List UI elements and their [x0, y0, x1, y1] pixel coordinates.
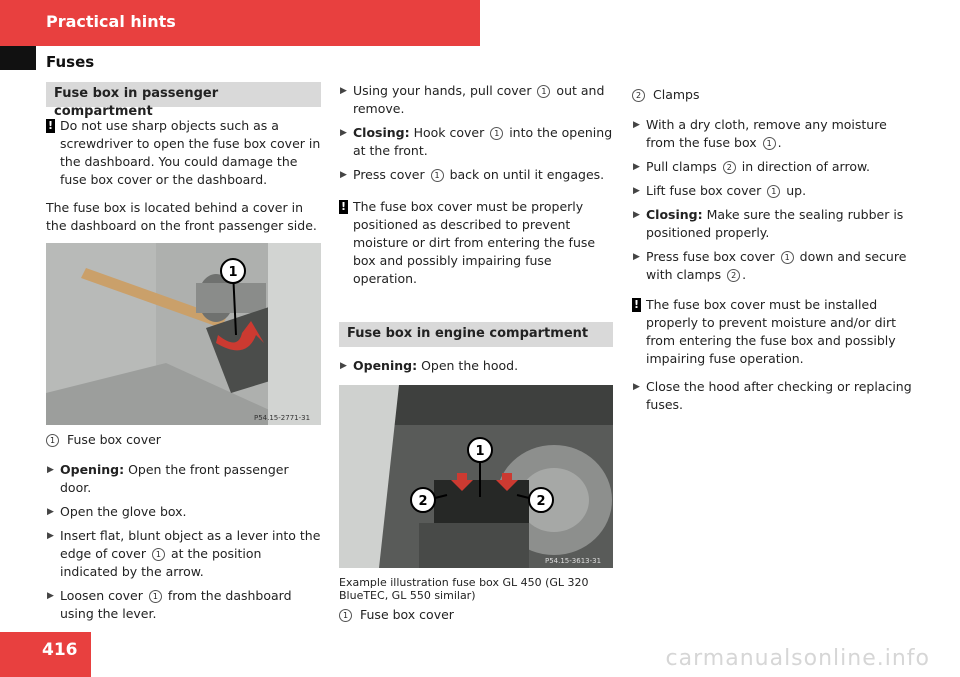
section-title: Practical hints	[46, 12, 176, 31]
figure-callout-2-right: 2	[536, 494, 546, 509]
header-bar	[0, 0, 480, 46]
step-item: ▶ Using your hands, pull cover 1 out and remove.	[340, 83, 605, 116]
arrow-icon: ▶	[47, 465, 54, 475]
step-item: ▶ Open the glove box.	[47, 504, 187, 519]
step-item: ▶ Pull clamps 2 in direction of arrow.	[633, 159, 871, 174]
step-item: ▶ Insert flat, blunt object as a lever into the edge of cover 1 at the position indicated by the arrow.	[47, 528, 321, 579]
page-subtitle: Fuses	[46, 53, 95, 71]
arrow-icon: ▶	[47, 531, 54, 541]
step-item: ▶ Opening: Open the hood.	[340, 358, 519, 373]
figure-callout-1: 1	[228, 265, 238, 280]
legend-item: 2 Clamps	[632, 86, 912, 104]
column-2	[339, 82, 613, 636]
section-heading-engine: Fuse box in engine compartment	[339, 322, 613, 347]
header-tab	[0, 46, 36, 70]
arrow-icon: ▶	[633, 252, 640, 262]
figure-passenger-fusebox	[46, 243, 321, 425]
step-item: ▶ Closing: Make sure the sealing rubber is positioned properly.	[633, 207, 904, 240]
arrow-icon: ▶	[340, 170, 347, 180]
warning-icon: !	[340, 200, 347, 213]
step-item: ▶ With a dry cloth, remove any moisture from the fuse box 1 .	[633, 117, 887, 150]
arrow-icon: ▶	[633, 210, 640, 220]
figure-code: P54.15-3613-31	[545, 557, 602, 565]
arrow-icon: ▶	[633, 162, 640, 172]
figure-caption: Example illustration fuse box GL 450 (GL 320 BlueTEC, GL 550 similar)	[339, 576, 589, 602]
figure-callout-1: 1	[475, 444, 485, 459]
section-heading-passenger: Fuse box in passenger compartment	[46, 82, 321, 107]
figure-engine-fusebox	[339, 385, 613, 568]
warning-note: ! Do not use sharp objects such as a screwdriver to open the fuse box cover in the dashboard. You could damage the fuse box cover or the dashboard.	[47, 118, 321, 187]
column-1	[46, 82, 321, 629]
step-item: ▶ Press cover 1 back on until it engages.	[340, 167, 605, 182]
arrow-icon: ▶	[47, 507, 54, 517]
step-item: ▶ Press fuse box cover 1 down and secure with clamps 2 .	[633, 249, 907, 282]
page-number: 416	[42, 640, 78, 660]
arrow-icon: ▶	[633, 120, 640, 130]
watermark: carmanualsonline.info	[665, 646, 930, 671]
warning-icon: !	[633, 298, 640, 311]
step-item: ▶ Closing: Hook cover 1 into the opening at the front.	[340, 125, 613, 158]
figure-code: P54.15-2771-31	[254, 414, 311, 422]
legend-item: 1 Fuse box cover	[46, 431, 321, 449]
step-item: ▶ Opening: Open the front passenger door.	[47, 462, 289, 495]
step-item: ▶ Loosen cover 1 from the dashboard using the lever.	[47, 588, 292, 621]
arrow-icon: ▶	[47, 591, 54, 601]
figure-callout-2-left: 2	[418, 494, 428, 509]
arrow-icon: ▶	[633, 382, 640, 392]
column-3	[632, 82, 912, 420]
warning-note: ! The fuse box cover must be properly positioned as described to prevent moisture or dirt from entering the fuse box and possibly impairing fuse operation.	[340, 199, 596, 286]
arrow-icon: ▶	[340, 361, 347, 371]
arrow-icon: ▶	[340, 128, 347, 138]
warning-note: ! The fuse box cover must be installed properly to prevent moisture and/or dirt from entering the fuse box and possibly impairing fuse operation.	[633, 297, 897, 366]
legend-item: 1 Fuse box cover	[339, 606, 613, 624]
step-item: ▶ Close the hood after checking or replacing fuses.	[633, 379, 912, 412]
arrow-icon: ▶	[340, 86, 347, 96]
intro-text: The fuse box is located behind a cover in the dashboard on the front passenger side.	[46, 200, 317, 233]
arrow-icon: ▶	[633, 186, 640, 196]
step-item: ▶ Lift fuse box cover 1 up.	[633, 183, 807, 198]
warning-icon: !	[47, 119, 54, 132]
